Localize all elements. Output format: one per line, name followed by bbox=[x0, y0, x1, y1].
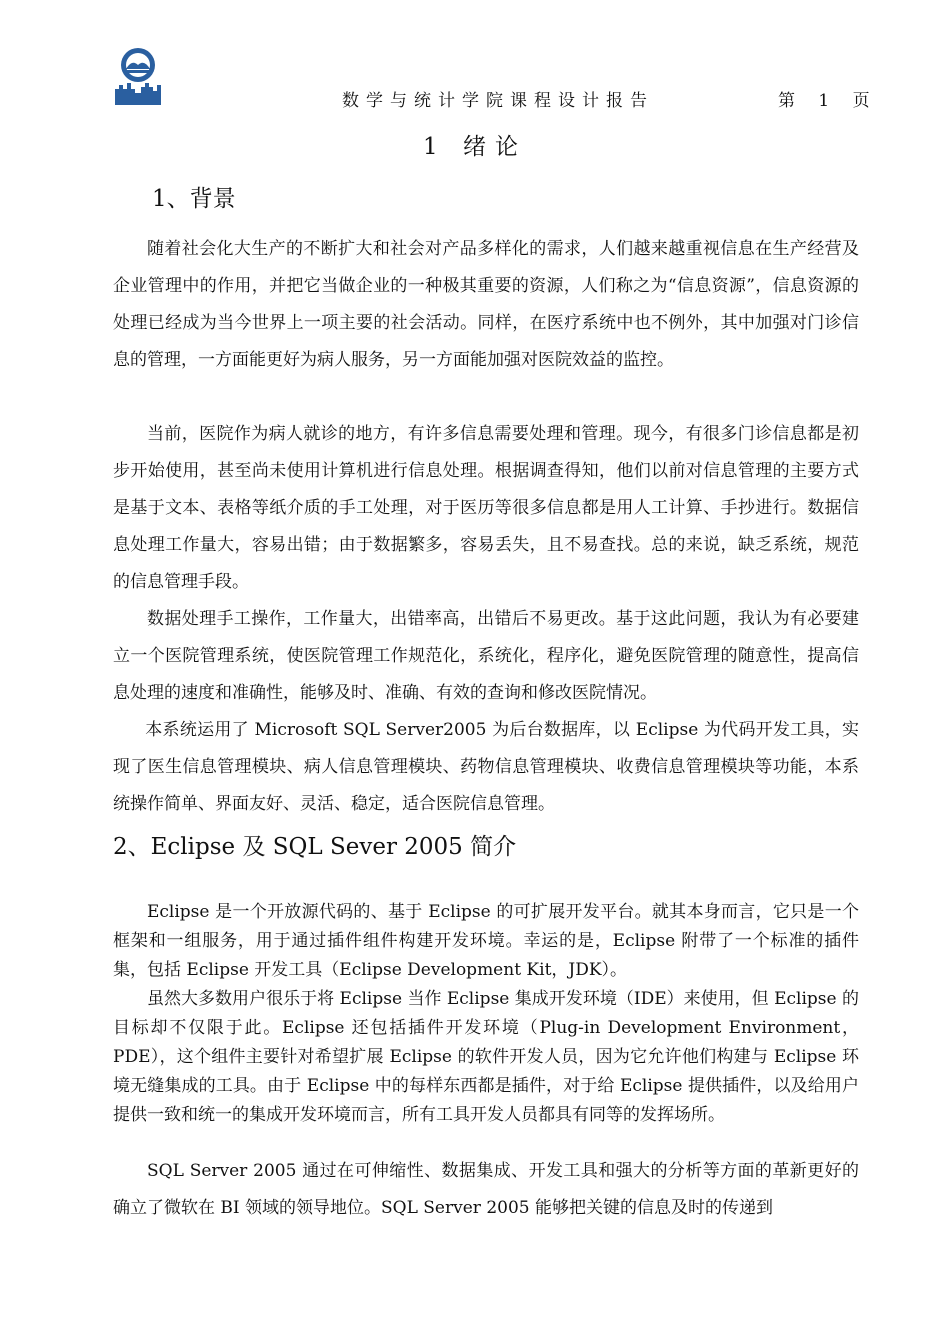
page-number: 第 1 页 bbox=[778, 91, 870, 111]
paragraph: SQL Server 2005 通过在可伸缩性、数据集成、开发工具和强大的分析等方面的革新更好的确立了微软在 BI 领域的领导地位。SQL Server 2005 能够把关键的信息及时的传递到 bbox=[113, 1161, 859, 1218]
section-heading-background: 1、背景 bbox=[152, 186, 236, 212]
paragraph: 当前，医院作为病人就诊的地方，有许多信息需要处理和管理。现今，有很多门诊信息都是初步开始使用，甚至尚未使用计算机进行信息处理。根据调查得知，他们以前对信息管理的主要方式是基于文本、表格等纸介质的手工处理，对于医历等很多信息都是用人工计算、手抄进行。数据信息处理工作量大，容易出错；由于数据繁多，容易丢失，且不易查找。总的来说，缺乏系统，规范的信息管理手段。 bbox=[113, 424, 859, 592]
paragraph: 数据处理手工操作，工作量大，出错率高，出错后不易更改。基于这此问题，我认为有必要建立一个医院管理系统，使医院管理工作规范化，系统化，程序化，避免医院管理的随意性，提高信息处理的速度和准确性，能够及时、准确、有效的查询和修改医院情况。 bbox=[113, 609, 859, 703]
paragraph: 随着社会化大生产的不断扩大和社会对产品多样化的需求，人们越来越重视信息在生产经营及企业管理中的作用，并把它当做企业的一种极其重要的资源，人们称之为“信息资源”，信息资源的处理已经成为当今世界上一项主要的社会活动。同样，在医疗系统中也不例外，其中加强对门诊信息的管理，一方面能更好为病人服务，另一方面能加强对医院效益的监控。 bbox=[113, 239, 859, 370]
report-header-title: 数学与统计学院课程设计报告 bbox=[342, 91, 654, 111]
logo-emblem-icon bbox=[113, 43, 163, 105]
section-heading-eclipse-sql: 2、Eclipse 及 SQL Sever 2005 简介 bbox=[113, 834, 517, 860]
university-logo bbox=[113, 43, 163, 105]
paragraph: 虽然大多数用户很乐于将 Eclipse 当作 Eclipse 集成开发环境（IDE）来使用，但 Eclipse 的目标却不仅限于此。Eclipse 还包括插件开发环境（Plug-in Development Environment，PDE），这个组件主要针对希望扩展 Eclipse 的软件开发人员，因为它允许他们构建与 Eclipse 环境无缝集成的工具。由于 Eclipse 中的每样东西都是插件，对于给 Eclipse 提供插件，以及给用户提供一致和统一的集成开发环境而言，所有工具开发人员都具有同等的发挥场所。 bbox=[113, 989, 859, 1125]
chapter-title: 1 绪论 bbox=[423, 134, 527, 160]
paragraph: Eclipse 是一个开放源代码的、基于 Eclipse 的可扩展开发平台。就其本身而言，它只是一个框架和一组服务，用于通过插件组件构建开发环境。幸运的是，Eclipse 附带了一个标准的插件集，包括 Eclipse 开发工具（Eclipse Development Kit，JDK）。 bbox=[113, 902, 859, 980]
paragraph: 本系统运用了 Microsoft SQL Server2005 为后台数据库，以 Eclipse 为代码开发工具，实现了医生信息管理模块、病人信息管理模块、药物信息管理模块、收费信息管理模块等功能，本系统操作简单、界面友好、灵活、稳定，适合医院信息管理。 bbox=[113, 720, 859, 814]
